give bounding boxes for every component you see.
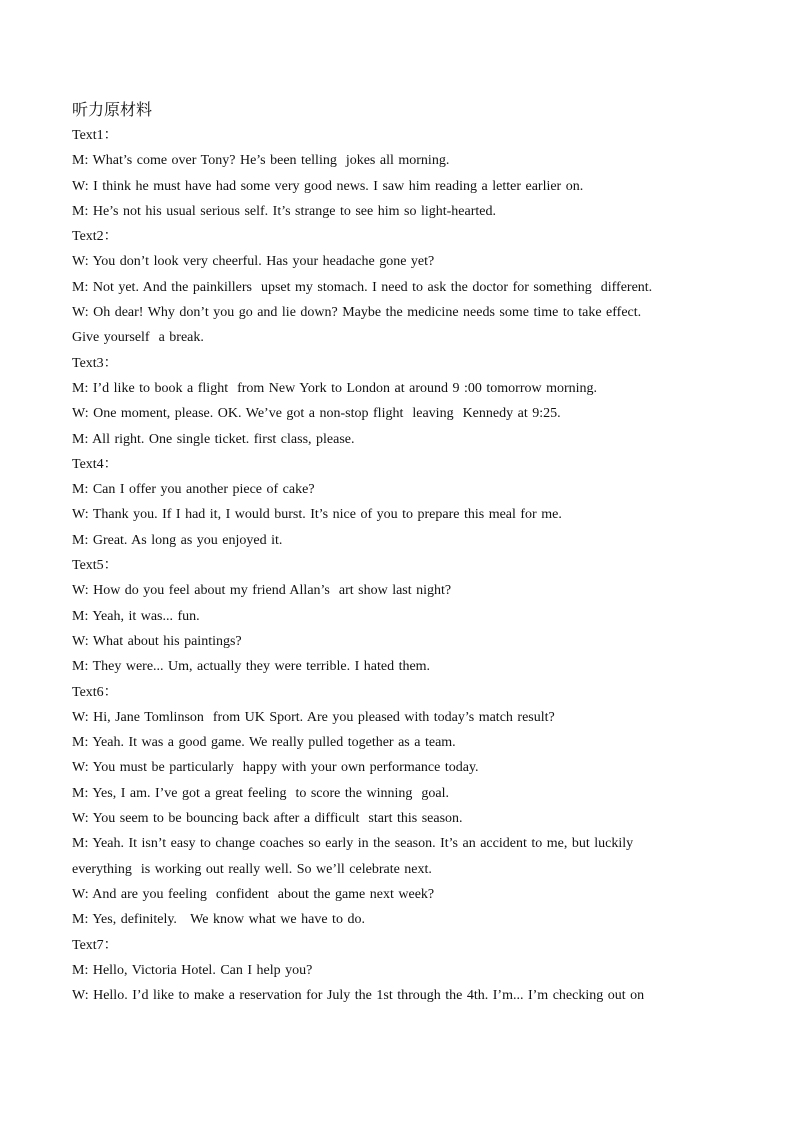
transcript-line: W: Hi, Jane Tomlinson from UK Sport. Are you pleased with today’s match result? [72,709,555,725]
transcript-line: M: Can I offer you another piece of cake? [72,482,315,498]
transcript-line: M: Yes, I am. I’ve got a great feeling to score the winning goal. [72,785,449,801]
transcript-line: everything is working out really well. So we’ll celebrate next. [72,861,432,877]
transcript-line: W: Thank you. If I had it, I would burst. It’s nice of you to prepare this meal for me. [72,507,562,523]
transcript-body [72,123,722,1008]
document-title: 听力原材料 [72,102,153,119]
transcript-line: M: Yeah. It isn’t easy to change coaches so early in the season. It’s an accident to me, but luckily [72,836,634,852]
transcript-line: W: What about his paintings? [72,633,242,649]
transcript-line: Text2： [72,229,118,245]
transcript-line: Give yourself a break. [72,330,204,346]
transcript-line: Text1： [72,128,118,143]
transcript-line: W: I think he must have had some very good news. I saw him reading a letter earlier on. [72,178,584,194]
transcript-line: Text7： [72,937,118,953]
transcript-line: W: And are you feeling confident about the game next week? [72,886,435,902]
transcript-line: M: Great. As long as you enjoyed it. [72,532,283,548]
transcript-line: M: What’s come over Tony? He’s been telling jokes all morning. [72,153,450,169]
transcript-line: M: He’s not his usual serious self. It’s strange to see him so light-hearted. [72,203,496,219]
transcript-line: W: You seem to be bouncing back after a difficult start this season. [72,811,463,827]
transcript-line: Text3： [72,355,118,371]
transcript-line: W: Oh dear! Why don’t you go and lie down? Maybe the medicine needs some time to take effect. [72,305,642,321]
transcript-line: M: I’d like to book a flight from New York to London at around 9 :00 tomorrow morning. [72,380,598,396]
transcript-line: M: They were... Um, actually they were terrible. I hated them. [72,659,431,675]
transcript-line: M: Yes, definitely. We know what we have to do. [72,912,365,928]
transcript-line: W: One moment, please. OK. We’ve got a non-stop flight leaving Kennedy at 9:25. [72,406,561,422]
transcript-line: W: You don’t look very cheerful. Has your headache gone yet? [72,254,435,270]
transcript-line: W: Hello. I’d like to make a reservation for July the 1st through the 4th. I’m... I’m checking out on [72,988,645,1004]
transcript-line: Text5： [72,558,118,574]
document-page [72,98,722,1008]
transcript-line: M: Yeah, it was... fun. [72,608,200,624]
transcript-line: W: You must be particularly happy with your own performance today. [72,760,479,776]
transcript-line: M: Hello, Victoria Hotel. Can I help you? [72,962,313,978]
transcript-line: Text4： [72,456,118,472]
transcript-line: M: Yeah. It was a good game. We really pulled together as a team. [72,735,456,751]
transcript-line: W: How do you feel about my friend Allan’s art show last night? [72,583,452,599]
transcript-line: M: Not yet. And the painkillers upset my stomach. I need to ask the doctor for something different. [72,279,653,295]
transcript-line: M: All right. One single ticket. first class, please. [72,431,355,447]
transcript-line: Text6： [72,684,118,700]
